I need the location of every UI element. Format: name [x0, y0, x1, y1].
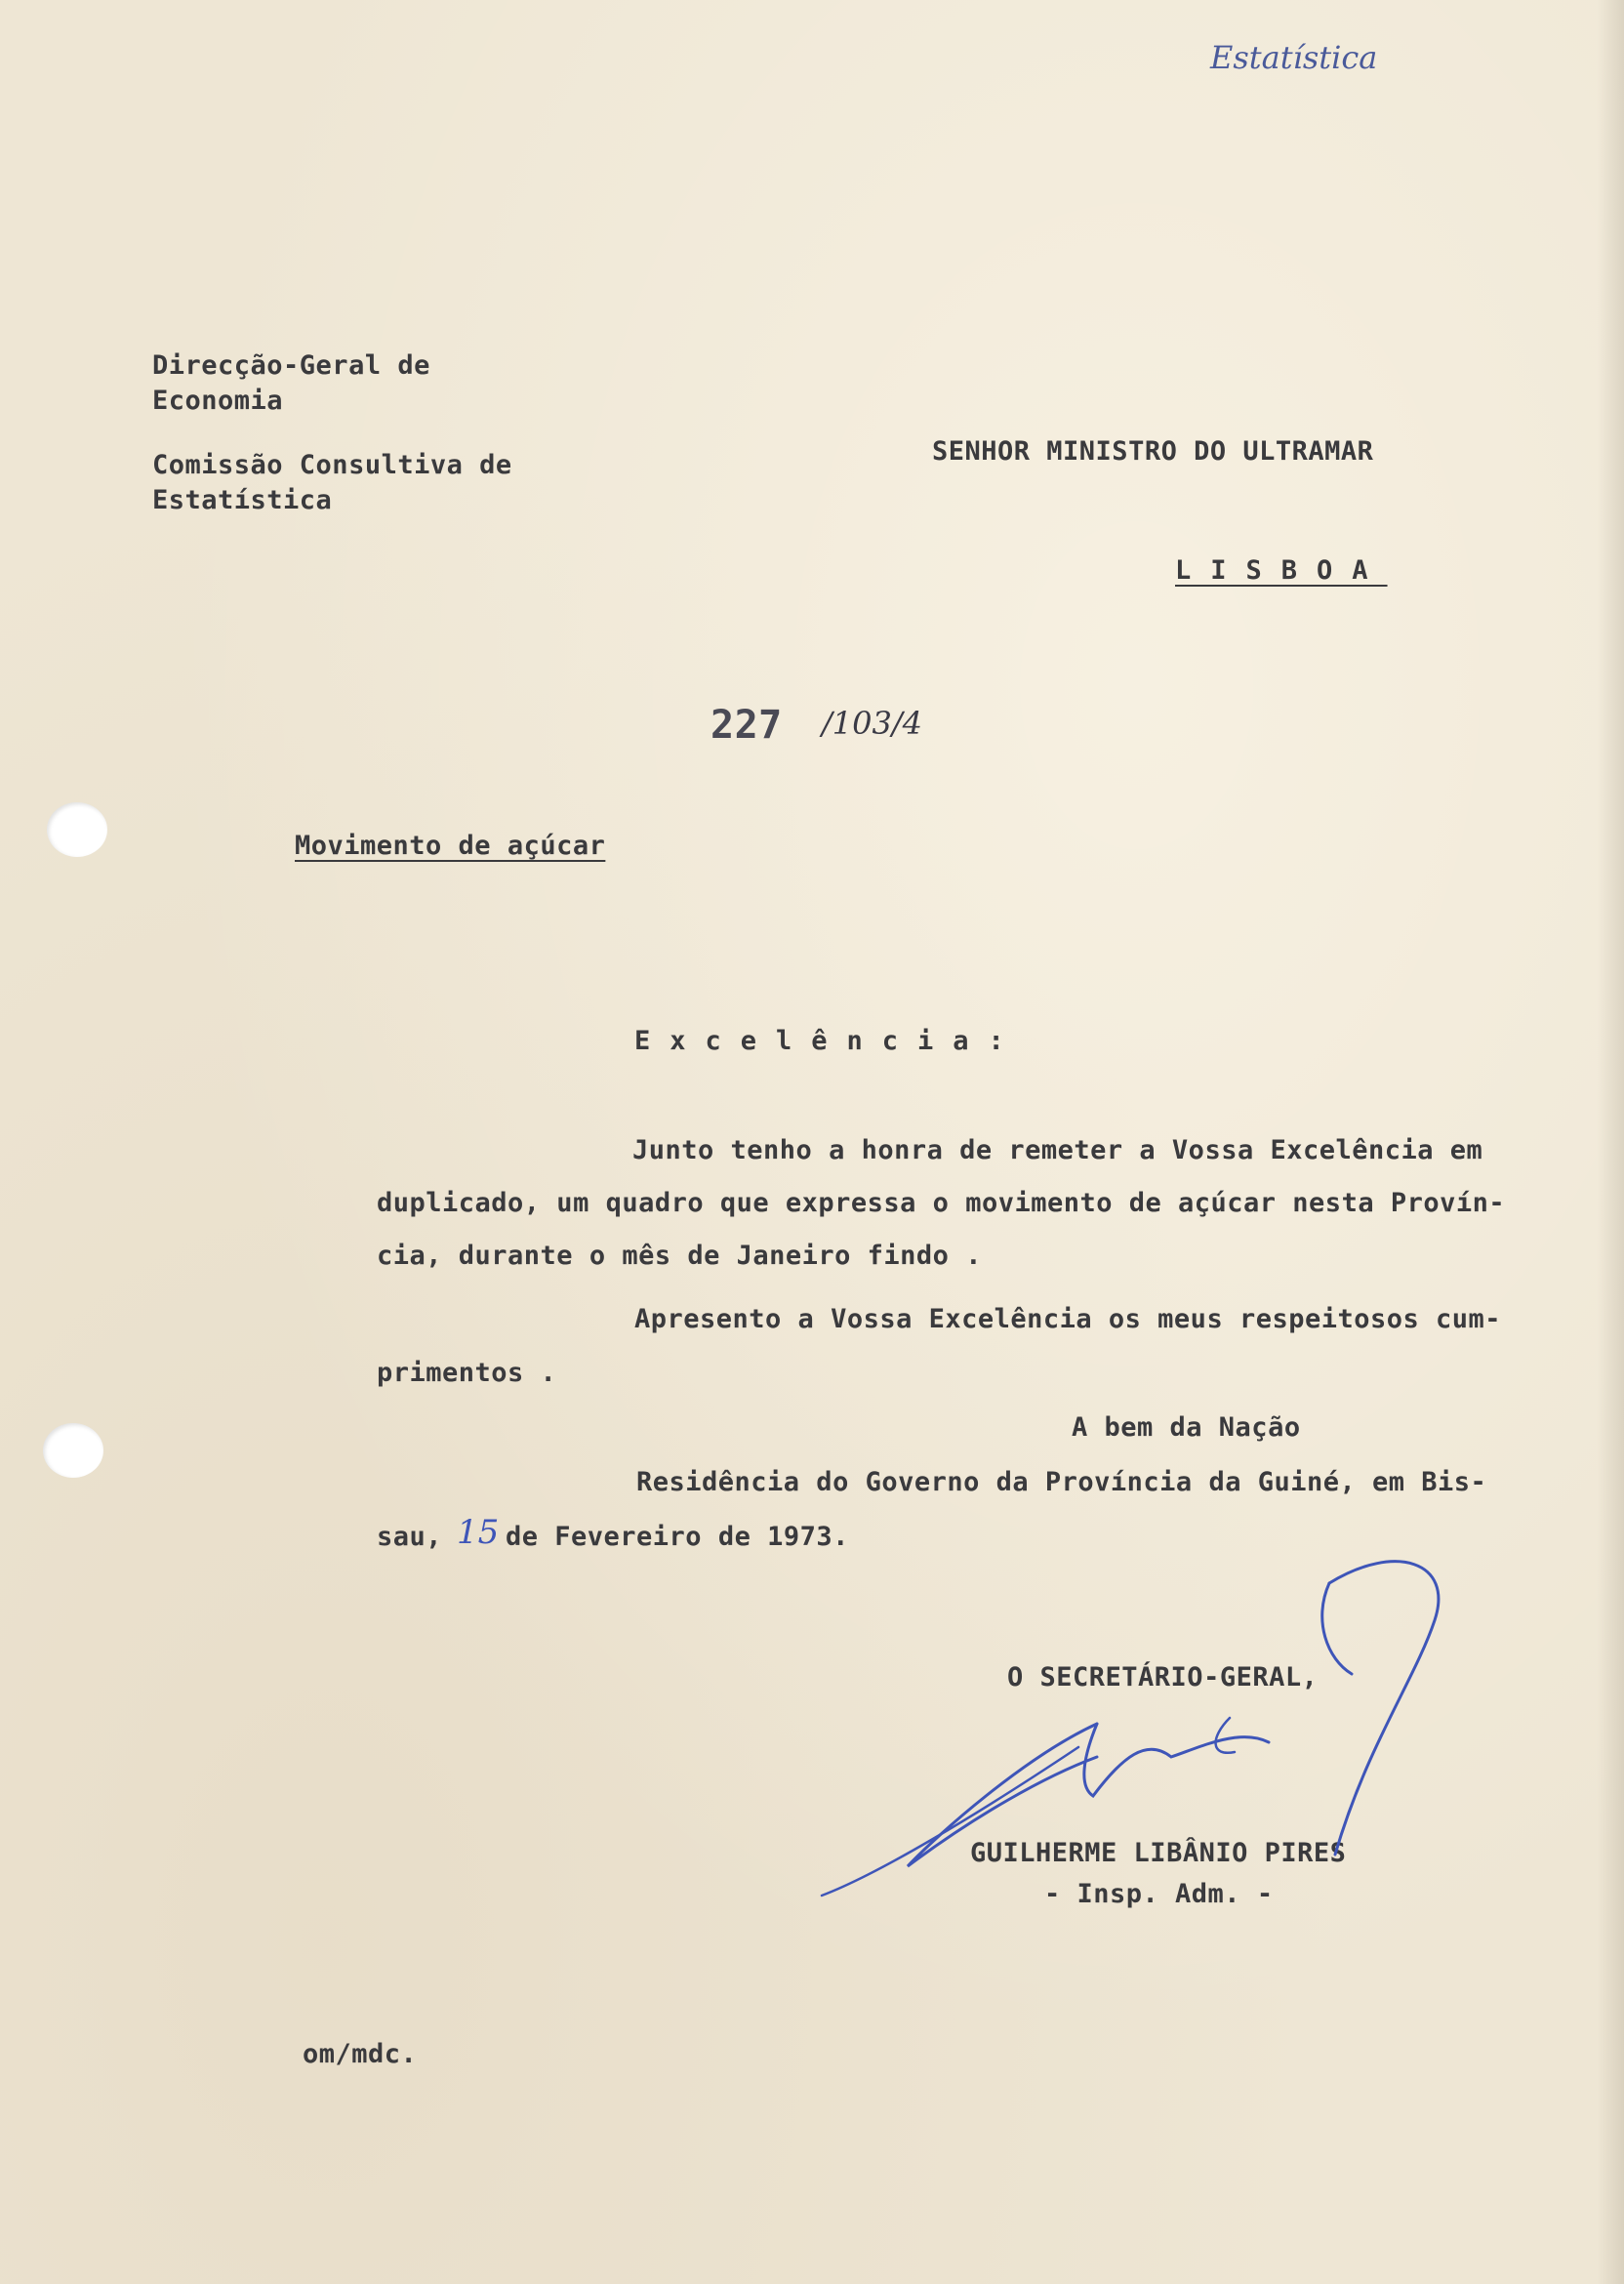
reference-number: 227 — [710, 703, 783, 748]
typist-initials: om/mdc. — [303, 2039, 418, 2069]
closing-formula: A bem da Nação — [1072, 1412, 1301, 1443]
place-line-1: Residência do Governo da Província da Guiné, em Bis- — [636, 1467, 1487, 1497]
handwritten-day: 15 — [457, 1513, 500, 1552]
salutation: Excelência: — [634, 1026, 1024, 1056]
recipient-title: SENHOR MINISTRO DO ULTRAMAR — [932, 436, 1374, 467]
subject-line: Movimento de açúcar — [295, 831, 606, 861]
sender-line-1: Direcção-Geral de — [152, 350, 430, 381]
body-p1-line-2: duplicado, um quadro que expressa o movimento de açúcar nesta Provín- — [377, 1188, 1506, 1218]
sender-line-2: Economia — [152, 386, 284, 416]
signatory-title: O SECRETÁRIO-GERAL, — [1007, 1662, 1319, 1693]
sender-line-3: Comissão Consultiva de — [152, 450, 512, 480]
handwritten-annotation: Estatística — [1210, 39, 1378, 76]
place-line-2-start: sau, — [377, 1522, 443, 1552]
recipient-city: LISBOA — [1175, 555, 1388, 586]
sender-line-4: Estatística — [152, 485, 333, 515]
signatory-name: GUILHERME LIBÂNIO PIRES — [970, 1838, 1347, 1868]
body-p1-line-3: cia, durante o mês de Janeiro findo . — [377, 1241, 982, 1271]
body-p2-line-1: Apresento a Vossa Excelência os meus respeitosos cum- — [634, 1304, 1502, 1334]
reference-suffix: /103/4 — [822, 705, 922, 742]
body-p1-line-1: Junto tenho a honra de remeter a Vossa Excelência em — [632, 1135, 1483, 1165]
signatory-role: - Insp. Adm. - — [1044, 1879, 1274, 1909]
place-line-2-end: de Fevereiro de 1973. — [506, 1522, 849, 1552]
body-p2-line-2: primentos . — [377, 1358, 557, 1388]
